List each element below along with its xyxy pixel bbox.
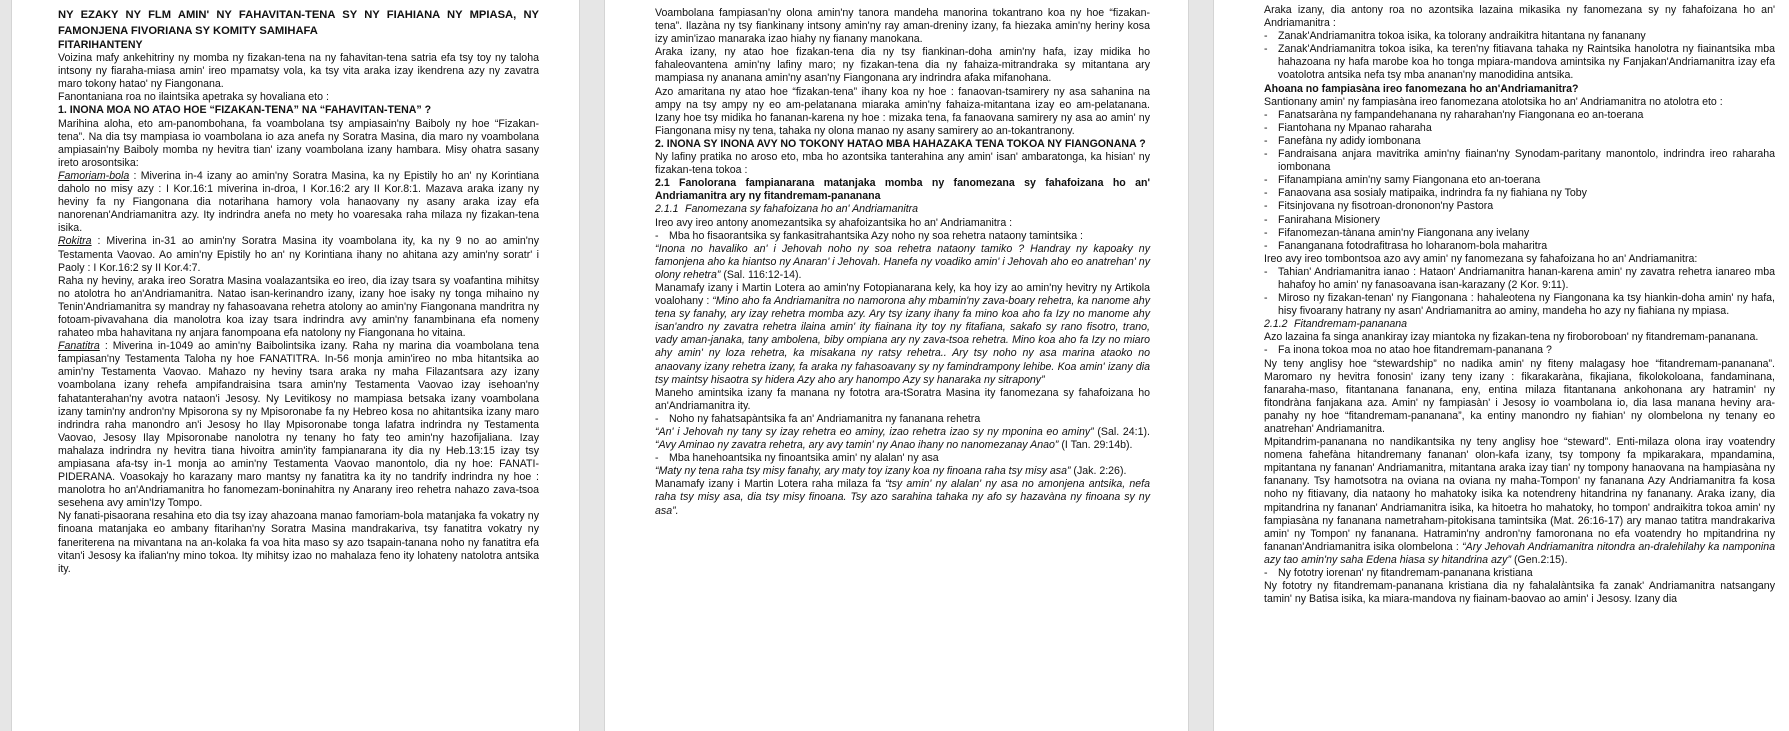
section-heading-intro: FITARIHANTENY [58,39,143,51]
heading-text: Fanomezana sy fahafoizana ho an' Andriamanitra [685,203,919,216]
paragraph: Ireo avy ireo tombontsoa azo avy amin' ny fanomezana sy fahafoizana ho an' Andriamanitra: [1264,252,1698,265]
list-item: - Ny fototry iorenan' ny fitandremam-pananana kristiana [1264,567,1775,580]
quote-ref: (Gen.2:15). [1511,553,1568,566]
list-item: - Fa inona tokoa moa no atao hoe fitandremam-pananana ? [1264,344,1775,357]
quote-text: “An' i Jehovah ny tany sy izay rehetra eo aminy, izao rehetra izao sy ny mponina eo aminy” [655,426,1094,438]
paragraph: Maneho amintsika izany fa manana ny fototra ara-tSoratra Masina ity fanomezana sy fahafoizana ho an'Andriamanitra ity. [655,386,1150,412]
list-item: - Fandraisana anjara mavitrika amin'ny fiainan'ny Synodam-paritany manontolo, indrindra ireo raharaha iombonana [1264,148,1775,174]
list-item: - Tahian' Andriamanitra ianao : Hataon' Andriamanitra hanan-karena amin' ny zavatra rehetra ianareo mba hahafoy ho amin' ny fanasoavana isan-karazany (2 Kor. 9:11). [1264,266,1775,292]
list-item: - Fanirahana Misionery [1264,214,1775,227]
list-item: - Fifanomezan-tànana amin'ny Fiangonana any ivelany [1264,227,1775,240]
paragraph-text: Manamafy izany i Martin Lotera raha milaza fa [655,478,886,491]
subsubsection-heading-2-1-1 [655,203,1150,216]
heading-number: 2.1.2 [1264,318,1288,331]
quote-paragraph [655,465,1150,478]
list-item: - Miroso ny fizakan-tenan' ny Fiangonana : hahaleotena ny Fiangonana ka tsy hiankin-doha amin' ny hafa, hisy fivoarany hatrany ny asan' Andriamanitra ao aminy, mandeha ho azy ny fiahiana ny mpiasa. [1264,292,1775,318]
list-item: - Fanaovana asa sosialy matipaika, indrindra fa ny fiahiana ny Toby [1264,187,1775,200]
quote-text: “tsy amin' ny alalan' ny asa no amonjena antsika, nefa raha tsy misy asa, dia tsy misy finoana. Tsy azo sarahina tahaka ny afo sy hazavàna ny finoana sy ny asa”. [655,478,1151,517]
paragraph: Marihina aloha, eto am-panombohana, fa voambolana tsy ampiasain'ny Baiboly ny hoe “Fizakan-tena”. Na dia tsy mampiasa io voambolana io aza anefa ny Soratra Masina, dia maro ny voambolana ampiasain'ny Baiboly momba ny hevitra tian' izany voambolana izany hambara. Misy ohatra sasany ireto arosontsika: [58,117,539,169]
paragraph: Araka izany, ny atao hoe fizakan-tena dia ny tsy fiankinan-doha amin'ny hafa, izay midika ho fahaleovantena amin'ny lafiny maro; ny fizakan-tena dia ny fahaiza-mitrandraka sy mitantana ary mampiasa ny ananana amin'ny asan'ny Fiangonana ary indrindra afaka mifanohana. [655,46,1150,85]
list-item: - Fanefàna ny adidy iombonana [1264,135,1775,148]
question-heading: Ahoana no fampiasàna ireo fanomezana ho an'Andriamanitra? [1264,82,1579,95]
paragraph-fanatitra [58,340,539,510]
list-item: - Fifanampiana amin'ny samy Fiangonana eto an-toerana [1264,174,1775,187]
paragraph: Fanontaniana roa no ilaintsika apetraka sy hovaliana eto : [58,91,329,104]
list-item: - Fanatsaràna ny fampandehanana ny raharahan'ny Fiangonana eo an-toerana [1264,109,1775,122]
term-fanatitra: Fanatitra [58,340,100,353]
quote-text: “Maty ny tena raha tsy misy fanahy, ary maty toy izany koa ny finoana raha tsy misy asa” [655,465,1071,478]
paragraph-rokitra [58,235,539,274]
section-heading-2: 2. INONA SY INONA AVY NO TOKONY HATAO MBA HAHAZAKA TENA TOKOA NY FIANGONANA ? [655,137,1146,150]
list-item: - Mba ho fisaorantsika sy fankasitrahantsika Azy noho ny soa rehetra nataony tamintsika : [655,230,1150,243]
document-title: NY EZAKY NY FLM AMIN' NY FAHAVITAN-TENA SY NY FIAHIANA NY MPIASA, NY FAMONJENA FIVORIANA SY KOMITY SAMIHAFA [58,9,539,37]
quote-text: “Avy Aminao ny zavatra rehetra, ary avy tamin' ny Anao ihany no nanomezanay Anao” [655,439,1059,452]
document-page-1 [12,0,579,731]
heading-text: Fitandremam-pananana [1294,318,1408,331]
paragraph: Voambolana fampiasan'ny olona amin'ny tanora mandeha manorina tokantrano koa ny hoe “fizakan-tena”. Ilazàna ny tsy fiankinany intsony amin'ny ray aman-dreniny izany, fa hiezaka amin'ny heriny kosa izy amin'izao manaraka izao hiahy ny fianany manokana. [655,7,1150,46]
paragraph: Azo amaritana ny atao hoe “fizakan-tena” ihany koa ny hoe : fanaovan-tsamirery ny asa sahanina na ampy na tsy ampy ny eo am-pelatanana miaraka amin'ny fahaiza-mitantana izay eo am-pelatanana. Izany hoe tsy midika ho fananan-karena ny hoe : mizaka tena, fa fanaovana samirery ny asa ao amin' ny Fiangonana misy ny tena, tahaka ny olona manao ny asany samirery ao an-tokantranony. [655,85,1150,137]
quote-ref: (Sal. 116:12-14). [720,268,802,281]
document-page-3 [1214,0,1789,731]
paragraph: Ireo avy ireo antony anomezantsika sy ahafoizantsika ho an' Andriamanitra : [655,216,1013,229]
list-item: - Fiantohana ny Mpanao raharaha [1264,122,1775,135]
term-rokitra: Rokitra [58,235,92,248]
quote-text: “Mino aho fa Andriamanitra no namorona ahy mbamin'ny zava-boary rehetra, ka nanome ahy tena sy fanahy, ary izay rehetra momba azy. Ary tsy izany ihany fa mino koa aho fa Izy no manome ahy isan'andro ny zavatra rehetra ilaina amin' ity fiainana ity toy ny fitafiana, sakafo sy rano fisotro, trano, vady aman-janaka, tany ambolena, biby ompiana ary ny zava-tsoa rehetra. Mino koa aho fa Izy no miaro ahy amin' ny loza rehetra, ka misakana ny ratsy rehetra.. Ary tsy noho ny asa marina ataoko no anaovany izany rehetra izany, fa araka ny fahasoavany sy ny famindrampony lehibe. Koa amin' izany dia tsy maintsy hisaotra sy hidera Azy aho ary hanompo Azy sy hanaraka ny sitrapony” [655,295,1150,386]
quote-text: “Ary Jehovah Andriamanitra nitondra an-dralehilahy ka namponina azy tao amin'ny saha Edena hiasa sy hitandrina azy” [1264,540,1776,566]
quote-ref: (I Tan. 29:14b). [1058,439,1133,452]
section-heading-1: 1. INONA MOA NO ATAO HOE “FIZAKAN-TENA” NA “FAHAVITAN-TENA” ? [58,104,432,117]
list-item: - Fitsinjovana ny fisotroan-drononon'ny Pastora [1264,200,1775,213]
heading-number: 2.1.1 [655,203,679,216]
list-item: - Mba hanehoantsika ny finoantsika amin' ny alalan' ny asa [655,452,1150,465]
paragraph: Raha ny heviny, araka ireo Soratra Masina voalazantsika eo ireo, dia izay tsara sy voafantina mihitsy no atolotra ho an'Andriamanitra. Natao isan-kerinandro izany, izany hoe isaky ny tonga mihaino ny Tenin'Andriamanitra sy mandray ny fahasoavana rehetra atolony ao amin'ny Fiangonana mandritra ny fotoam-pivavahana dia manolotra koa izay tsara indrindra avy amin'ny fanambinana efa nomeny rahateo mba hahavitana ny anjara fanompoana efa natolony ny Fiangonana ho vitaina. [58,274,539,340]
paragraph: Azo lazaina fa singa anankiray izay miantoka ny fizakan-tena ny firoboroboan' ny fitandremam-pananana. [1264,331,1759,344]
quote-ref: (Jak. 2:26). [1070,465,1127,478]
term-famoriam-bola: Famoriam-bola [58,169,130,182]
list-item: - Noho ny fahatsapàntsika fa an' Andriamanitra ny fananana rehetra [655,413,1150,426]
paragraph: Santionany amin' ny fampiasàna ireo fanomezana atolotsika ho an' Andriamanitra no atolotra eto : [1264,95,1723,108]
paragraph [655,282,1150,387]
term-text: : Miverina in-31 ao amin'ny Soratra Masina ity voambolana ity, ka ny 9 no ao amin'ny Testamenta Vaovao. Ao amin'ny Epistily ho an' ny Korintiana ihany no ahitana azy amin'ny soratr' i Paoly : I Kor.16:2 sy II Kor.4:7. [58,235,539,274]
quote-paragraph [655,426,1150,452]
list-item: - Fananganana fotodrafitrasa ho loharanom-bola maharitra [1264,240,1775,253]
list-item: - Zanak'Andriamanitra tokoa isika, ka tolorany andraikitra hitantana ny fananany [1264,30,1775,43]
quote-text: “Inona no havaliko an' i Jehovah noho ny soa rehetra nataony tamiko ? Handray ny kapoaky ny famonjena aho ka hiantso ny Anaran' i Jehovah. Hanefa ny voadiko amin' i Jehovah aho eo anatrehan' ny olony rehetra” [655,242,1150,281]
quote-ref: (Sal. 24:1). [1093,426,1150,438]
paragraph-text: Manamafy izany i Martin Lotera ao amin'ny Fotopianarana kely, ka hoy izy ao amin'ny hevitry ny Artikola voalohany : [655,281,1150,308]
paragraph-famoriam-bola [58,170,539,235]
subsection-heading-2-1: 2.1 Fanolorana fampianarana matanjaka momba ny fanomezana sy fahafoizana ho an' Andriamanitra ary ny fitandremam-pananana [655,177,1150,203]
term-text: : Miverina in-4 izany ao amin'ny Soratra Masina, ka ny Epistily ho an' ny Korintiana daholo no misy azy : I Kor.16:1 miverina in-droa, I Kor.16:2 ary II Kor.8:1. Mazava araka izany ny heviny fa ny Fiangonana dia notarihana hamory vola hanaovany ny asany araka izay efa nanorenan'Andriamanitra azy. Ity indrindra anefa no mety ho voaresaka raha milaza ny fizakan-tena isika. [58,169,539,235]
paragraph: Ny fanati-pisaorana resahina eto dia tsy izay ahazoana manao famoriam-bola matanjaka fa vokatry ny finoana matanjaka eo ambany fitarihan'ny Soratra Masina mandrakariva, tsy fanatitra vokatry ny faneriterena na mivantana na an-kolaka fa voa hita maso sy azo tsapain-tanana noho ny fanatitra efa vitan'i Jesosy ka ifalian'ny mino tokoa. Ity mihitsy izao no mahalaza feno ity lohateny natolotra antsika ity. [58,510,539,575]
paragraph: Ny teny anglisy hoe “stewardship” no nadika amin' ny fiteny malagasy hoe “fitandremam-pananana”. Maromaro ny hevitra fonosin' izany teny izany : fikarakaràna, fikajiana, fikolokoloana, fandaminana, fanaraha-maso, fitantanana fananana, eny, entina milaza fitantanana ankohonana ary hatramin' ny fitondràna fanjakana aza. Amin' ny fampiasàn' i Jesosy io voambolana io, dia lasa manana heviny ara-panahy ny hoe “fitandremam-pananana”, ka entiny manondro ny fiahian' ny olombelona ny tenany eo anatrehan' Andriamanitra. [1264,357,1775,435]
paragraph: Araka izany, dia antony roa no azontsika lazaina mikasika ny fanomezana sy ny fahafoizana ho an' Andriamanitra : [1264,4,1775,30]
subsubsection-heading-2-1-2 [1264,318,1775,331]
document-page-2 [605,0,1188,731]
quote-paragraph [655,243,1150,282]
list-item: - Zanak'Andriamanitra tokoa isika, ka teren'ny fitiavana tahaka ny Raintsika hanolotra ny fiainantsika mba hahazoana ny hafa marobe koa ho tonga mpiara-mandova amintsika ny Fanjakan'Andriamanitra izay efa voatolotra antsika nefa tsy mba ananan'ny manodidina antsika. [1264,43,1775,82]
paragraph-text: Mpitandrim-pananana no nandikantsika ny teny anglisy hoe “steward”. Enti-milaza olona iray voatendry nomena fahefàna hitandremany fananan' olon-kafa izany, tsy tompony fa mpikarakara, mpandamina, mpitantana ny fananan' Andriamanitra, mitantana araka izay tian' ny tompony hanaovana na hampiasàna ny fananany. Tsy hamotsotra na oviana na oviana ny maha-Tompon' ny fananana Azy Andriamanitra fa kosa noho ny fitiavany, dia nataony ho mahatoky isika ka notendreny hitandrina ny fananany. Araka izany, dia mpitandrina ny fananan' Andriamanitra isika, ka hitoetra ho mahatoky, ho tompon' andraikitra tokoa amin' ny fampiasàna ny fananana nametraham-pitokisana tamintsika (Mat. 26:16-17) ary manao tatitra mandrakariva amin' ny Tompon' ny fananana. Hatramin'ny andron'ny famoronana no efa voatendry ho mpitandrina ny fananan'Andriamanitra isika olombelona : [1264,436,1775,553]
paragraph [1264,436,1775,567]
paragraph: Ny fototry ny fitandremam-pananana kristiana dia ny fahalalàntsika fa zanak' Andriamanitra natsangany tamin' ny Batisa isika, ka miara-mandova ny fiainam-baovao ao amin' i Jesosy. Izany dia [1264,580,1775,606]
term-text: : Miverina in-1049 ao amin'ny Baibolintsika izany. Raha ny marina dia voambolana tena fampiasan'ny Testamenta Taloha ny hoe FANATITRA. In-56 monja amin'ireo no mba hitantsika ao amin'ny Testamenta Vaovao. Mahazo ny heviny tsara araka ny maha Filazantsara azy izany voambolana izany rehefa ampifandraisina tsara amin'ny Testamenta Vaovao izay isehoan'ny fahatanterahan'ny avotra nataon'i Jesosy. Ny Levitikosy no mampiasa betsaka izany voambolana izany tamin'ny andron'ny Mpisorona sy ny Mpisoronabe fa ny Hebreo kosa no ahitantsika izany maro indrindra raha manondro an'i Jesosy ho Ilay Mpisoronabe tonga lafatra indrindra ny Testamenta Vaovao, Jesosy Ilay Mpisoronabe nanolotra ny tenany ho faty teo amin'ny hazofijaliana. Izay mahalaza indrindra ny hevitra tiana hivoitra amin'ity fampianarana ity dia ny Heb.13:15 izay tsy ampiasana afa-tsy in-1 monja ao amin'ny Testamenta Vaovao manontolo, dia ny hoe: FANATI-PIDERANA. Voasokajy ho karazany maro mantsy ny fanatitra ka ity no tandrify indrindra ny hoe : manolotra ho an'Andriamanitra ho fanomezam-boninahitra ny Anarany ireo rehetra nahazo zava-tsoa sesehena avy amin'Izy Tompo. [58,340,539,510]
paragraph: Voizina mafy ankehitriny ny momba ny fizakan-tena na ny fahavitan-tena satria efa tsy toy ny taloha intsony ny fiaraha-miasa amin' ireo mpamatsy vola, ka tsy vita araka izay ikendrena azy ny zavatra maro tokony hatao' ny Fiangonana. [58,52,539,91]
paragraph [655,478,1150,517]
usage-list [1264,109,1775,253]
paragraph: Ny lafiny pratika no aroso eto, mba ho azontsika tanterahina any amin' isan' ambaratonga, ka hisian' ny fizakan-tena tokoa : [655,151,1150,177]
